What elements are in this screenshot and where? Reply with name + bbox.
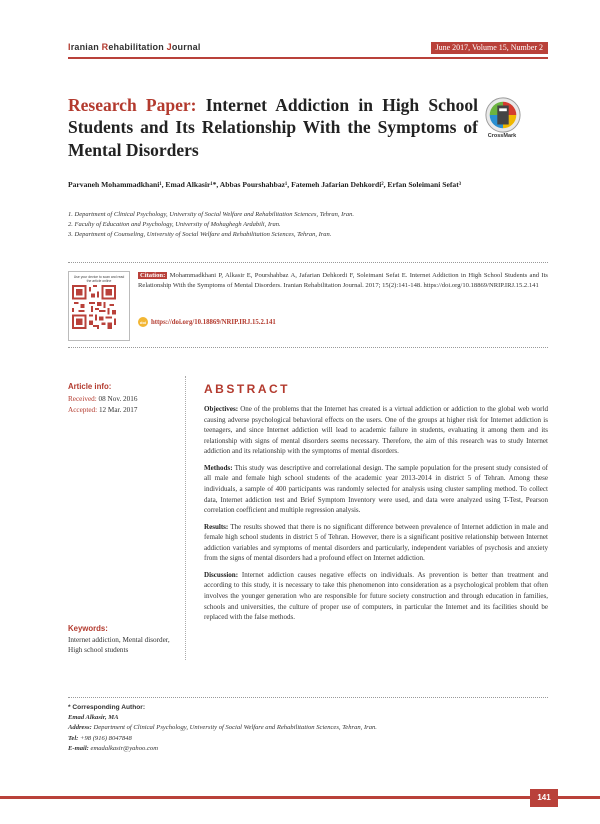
corresponding-email — [68, 744, 548, 754]
affiliation-item: 3. Department of Counseling, University of Social Welfare and Rehabilitation Sciences, Tehran, Iran. — [68, 231, 332, 239]
column-divider — [185, 376, 186, 660]
doi-url[interactable]: https://doi.org/10.18869/NRIP.IRJ.15.2.141 — [151, 318, 276, 326]
footer-bar — [0, 796, 600, 799]
journal-name-cap-1: I — [68, 42, 71, 52]
tel-label: Tel: — [68, 734, 79, 742]
abstract-discussion — [204, 570, 548, 623]
address-label: Address: — [68, 724, 92, 732]
qr-code-icon[interactable] — [72, 285, 116, 329]
article-title — [68, 94, 478, 161]
abstract-objectives — [204, 404, 548, 457]
article-title-text: Internet Addiction in High School Students and Its Relationship With the Symptoms of Mental Disorders — [68, 95, 479, 160]
citation-box — [68, 262, 548, 348]
journal-name-part-2: ehabilitation — [108, 42, 167, 52]
article-info-title: Article info: — [68, 382, 112, 391]
corresponding-author — [68, 703, 548, 754]
qr-caption: Use your device to scan and read the article online — [73, 275, 125, 284]
corresponding-heading: * Corresponding Author: — [68, 704, 146, 711]
keywords-text: Internet addiction, Mental disorder, High school students — [68, 636, 170, 655]
accepted-date — [68, 405, 180, 416]
email-value[interactable]: emadalkasir@yahoo.com — [90, 744, 158, 752]
author-list: Parvaneh Mohammadkhani¹, Emad Alkasir¹*, Abbas Pourshahbaz¹, Fatemeh Jafarian Dehkordi², Erfan Soleimani Sefat³ — [68, 180, 462, 189]
corresponding-address — [68, 723, 548, 733]
results-text: The results showed that there is no significant difference between prevalence of Internet addiction in male and female high school students in district 5 of Tehran. However, there is a significant positive relationship between Internet addiction variables and symptoms of mental disorders and particularly, independent variables of psychosis and anxiety from the signs of mental disorders had a profound effect on Internet addiction. — [204, 522, 548, 563]
qr-code-frame[interactable] — [68, 271, 130, 341]
crossmark-icon[interactable] — [484, 96, 522, 134]
corresponding-name: Emad Alkasir, MA — [68, 714, 119, 722]
discussion-text: Internet addiction causes negative effects on individuals. As prevention is better than treatment and according to this study, it is necessary to take this phenomenon into consideration as a psychological problem that often involves the younger generation who are responsible for future society construction and through education in families, schools and universities, the culture of proper use of computers, in particular the Internet and its facilities should be replaced with the false methods. — [204, 570, 548, 622]
issue-info: June 2017, Volume 15, Number 2 — [431, 42, 548, 54]
journal-header — [68, 42, 548, 56]
received-date — [68, 394, 180, 405]
citation-label: Citation: — [140, 272, 166, 279]
journal-name-part-1: ranian — [70, 42, 102, 52]
journal-name-part-3: ournal — [171, 42, 201, 52]
keywords-title: Keywords: — [68, 624, 108, 633]
affiliation-item: 1. Department of Clinical Psychology, University of Social Welfare and Rehabilitation Sciences, Tehran, Iran. — [68, 211, 354, 218]
abstract-results — [204, 522, 548, 564]
article-info — [68, 382, 180, 416]
article-type: Research Paper: — [68, 95, 197, 115]
abstract-methods — [204, 463, 548, 516]
page-number: 141 — [530, 789, 558, 807]
abstract — [204, 382, 548, 629]
tel-value: +98 (916) 8047848 — [80, 734, 132, 742]
doi-link[interactable] — [138, 317, 276, 327]
objectives-text: One of the problems that the Internet has created is a virtual addiction or addiction to the global web world causing adverse psychological behavioral effects on the users. One of the groups at higher risk for Internet addiction is teenagers, and since Internet addiction will lead to academic failure in students, evaluating it among them and its relationship with signs of mental disorders seems necessary. Therefore, the aim of this research was to study Internet addiction and its relationship with the symptoms of mental disorders. — [204, 405, 548, 456]
crossmark-label: CrossMark — [487, 133, 517, 139]
affiliations — [68, 210, 548, 240]
results-label: Results: — [204, 522, 229, 531]
footer-rule — [68, 697, 548, 698]
journal-name-cap-3: J — [166, 42, 172, 52]
accepted-label: Accepted: — [68, 406, 98, 415]
accepted-value: 12 Mar. 2017 — [98, 406, 138, 415]
received-value: 08 Nov. 2016 — [98, 395, 138, 403]
discussion-label: Discussion: — [204, 570, 239, 579]
objectives-label: Objectives: — [204, 405, 239, 413]
address-value: Department of Clinical Psychology, University of Social Welfare and Rehabilitation Sciences, Tehran, Iran. — [93, 724, 377, 732]
email-label: E-mail: — [68, 744, 89, 752]
journal-name-cap-2: R — [101, 42, 109, 52]
abstract-heading: ABSTRACT — [204, 382, 290, 396]
header-rule — [68, 57, 548, 59]
journal-name — [68, 42, 201, 52]
methods-label: Methods: — [204, 463, 233, 472]
citation-body: Mohammadkhani P, Alkasir E, Pourshahbaz A, Jafarian Dehkordi F, Soleimani Sefat E. Internet Addiction in High School Students and Its Relationship With the Symptoms of Mental Disorders. Iranian Rehabilitation Journal. 2017; 15(2):141-148. https://doi.org/10.18869/NRIP.IRJ.15.2.141 — [138, 272, 548, 290]
methods-text: This study was descriptive and correlational design. The sample population for the present study consisted of all male and female high school students of the academic year 2013-2014 in district 5 of Tehran. Among these individuals, a sample of 400 participants was randomly selected for analysis using cluster sampling method. To collect data, Internet addiction test and Brief Symptom Inventory were used, and data were analyzed using T-Test, Pearson correlation coefficient and multiple regression analysis. — [204, 463, 548, 515]
doi-icon: doi — [138, 317, 148, 327]
keywords — [68, 624, 180, 656]
affiliation-item: 2. Faculty of Education and Psychology, University of Mohaghegh Ardabili, Iran. — [68, 221, 281, 229]
received-label: Received: — [68, 395, 97, 403]
corresponding-tel — [68, 734, 548, 744]
citation-text — [138, 271, 548, 291]
